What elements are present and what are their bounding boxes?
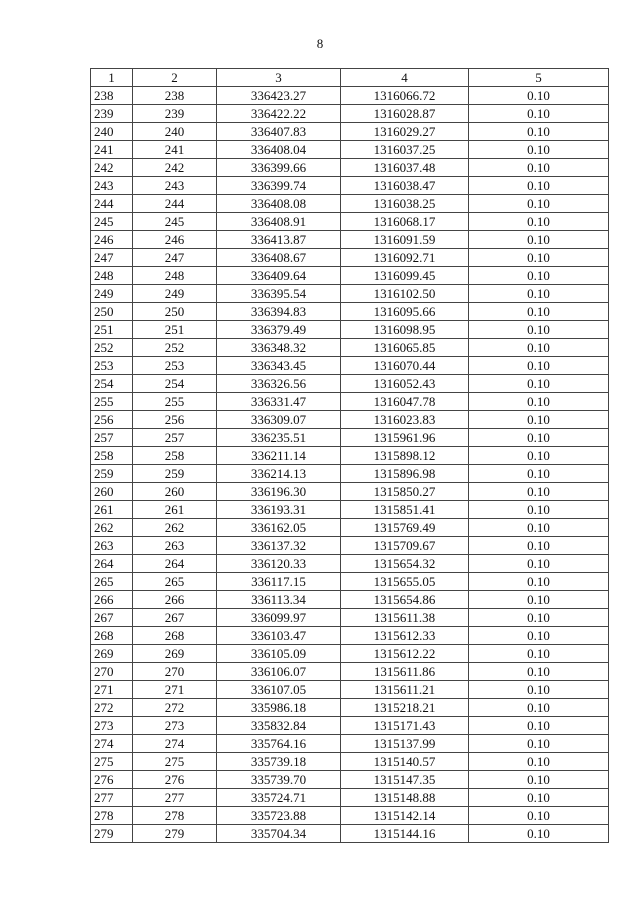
table-cell: 263 [133,537,217,555]
table-cell: 242 [133,159,217,177]
table-cell: 267 [91,609,133,627]
table-cell: 248 [133,267,217,285]
table-cell: 257 [133,429,217,447]
column-header: 2 [133,69,217,87]
table-cell: 0.10 [469,321,609,339]
table-cell: 271 [133,681,217,699]
table-cell: 0.10 [469,591,609,609]
table-cell: 0.10 [469,627,609,645]
table-cell: 0.10 [469,663,609,681]
table-cell: 0.10 [469,249,609,267]
table-cell: 336107.05 [217,681,341,699]
table-cell: 1315140.57 [341,753,469,771]
table-cell: 243 [133,177,217,195]
table-cell: 1315612.33 [341,627,469,645]
table-row [91,141,609,159]
table-cell: 1315144.16 [341,825,469,843]
table-cell: 278 [133,807,217,825]
table-cell: 1316037.25 [341,141,469,159]
table-cell: 276 [133,771,217,789]
table-cell: 269 [133,645,217,663]
table-cell: 276 [91,771,133,789]
table-cell: 336407.83 [217,123,341,141]
table-cell: 1316023.83 [341,411,469,429]
table-cell: 0.10 [469,537,609,555]
table-cell: 0.10 [469,231,609,249]
table-cell: 0.10 [469,681,609,699]
table-row [91,249,609,267]
table-cell: 267 [133,609,217,627]
table-cell: 274 [91,735,133,753]
table-cell: 1315654.32 [341,555,469,573]
table-cell: 1315851.41 [341,501,469,519]
table-cell: 1315218.21 [341,699,469,717]
table-cell: 275 [91,753,133,771]
table-cell: 262 [91,519,133,537]
table-cell: 335723.88 [217,807,341,825]
table-row [91,627,609,645]
table-cell: 336193.31 [217,501,341,519]
table-cell: 0.10 [469,375,609,393]
table-cell: 0.10 [469,411,609,429]
table-cell: 336399.74 [217,177,341,195]
table-cell: 244 [91,195,133,213]
table-row [91,825,609,843]
table-cell: 1315142.14 [341,807,469,825]
table-cell: 259 [133,465,217,483]
table-row [91,285,609,303]
table-cell: 335832.84 [217,717,341,735]
table-cell: 256 [133,411,217,429]
table-cell: 249 [133,285,217,303]
table-cell: 251 [91,321,133,339]
table-cell: 0.10 [469,357,609,375]
table-cell: 246 [91,231,133,249]
table-cell: 0.10 [469,771,609,789]
table-row [91,555,609,573]
table-cell: 268 [133,627,217,645]
table-cell: 1315611.38 [341,609,469,627]
table-cell: 0.10 [469,393,609,411]
table-row [91,465,609,483]
table-cell: 0.10 [469,807,609,825]
table-row [91,681,609,699]
table-cell: 245 [91,213,133,231]
table-cell: 0.10 [469,753,609,771]
table-cell: 264 [91,555,133,573]
table-cell: 253 [133,357,217,375]
table-cell: 238 [133,87,217,105]
table-row [91,519,609,537]
table-cell: 1315654.86 [341,591,469,609]
table-cell: 0.10 [469,123,609,141]
table-cell: 1316068.17 [341,213,469,231]
table-cell: 0.10 [469,447,609,465]
table-cell: 0.10 [469,645,609,663]
table-cell: 1315898.12 [341,447,469,465]
table-cell: 269 [91,645,133,663]
table-row [91,105,609,123]
table-cell: 243 [91,177,133,195]
table-cell: 247 [91,249,133,267]
table-cell: 336105.09 [217,645,341,663]
table-row [91,375,609,393]
table-cell: 268 [91,627,133,645]
table-cell: 254 [91,375,133,393]
table-row [91,429,609,447]
table-row [91,807,609,825]
table-cell: 336137.32 [217,537,341,555]
table-cell: 1315611.86 [341,663,469,681]
table-cell: 1316091.59 [341,231,469,249]
table-cell: 335739.18 [217,753,341,771]
table-cell: 1315612.22 [341,645,469,663]
coordinates-table [90,68,609,843]
table-cell: 242 [91,159,133,177]
table-cell: 0.10 [469,465,609,483]
table-cell: 336379.49 [217,321,341,339]
table-cell: 252 [91,339,133,357]
table-header [91,69,609,87]
table-row [91,195,609,213]
table-cell: 336309.07 [217,411,341,429]
table-cell: 1315147.35 [341,771,469,789]
table-cell: 1315137.99 [341,735,469,753]
table-row [91,339,609,357]
table-cell: 336348.32 [217,339,341,357]
table-cell: 335764.16 [217,735,341,753]
table-cell: 271 [91,681,133,699]
table-row [91,159,609,177]
table-cell: 252 [133,339,217,357]
table-cell: 1316028.87 [341,105,469,123]
table-cell: 0.10 [469,735,609,753]
table-cell: 241 [133,141,217,159]
table-cell: 260 [91,483,133,501]
table-cell: 253 [91,357,133,375]
table-row [91,573,609,591]
table-cell: 256 [91,411,133,429]
table-cell: 336103.47 [217,627,341,645]
table-cell: 0.10 [469,573,609,591]
table-cell: 238 [91,87,133,105]
table-cell: 336117.15 [217,573,341,591]
table-cell: 248 [91,267,133,285]
table-row [91,303,609,321]
table-cell: 0.10 [469,303,609,321]
table-body [91,87,609,843]
table-cell: 273 [91,717,133,735]
table-row [91,231,609,249]
table-cell: 1315709.67 [341,537,469,555]
table-cell: 263 [91,537,133,555]
table-cell: 279 [133,825,217,843]
table-cell: 336413.87 [217,231,341,249]
table-row [91,717,609,735]
table-cell: 0.10 [469,699,609,717]
table-cell: 336409.64 [217,267,341,285]
table-cell: 336408.91 [217,213,341,231]
table-row [91,483,609,501]
column-header: 3 [217,69,341,87]
table-cell: 336235.51 [217,429,341,447]
table-cell: 1316038.25 [341,195,469,213]
table-cell: 1315896.98 [341,465,469,483]
table-cell: 239 [133,105,217,123]
table-cell: 0.10 [469,555,609,573]
table-row [91,411,609,429]
table-cell: 275 [133,753,217,771]
table-cell: 336326.56 [217,375,341,393]
table-cell: 1316047.78 [341,393,469,411]
table-row [91,789,609,807]
table-cell: 1315850.27 [341,483,469,501]
table-cell: 1315655.05 [341,573,469,591]
table-cell: 1316052.43 [341,375,469,393]
table-cell: 255 [91,393,133,411]
table-cell: 265 [133,573,217,591]
table-cell: 336408.08 [217,195,341,213]
table-cell: 335724.71 [217,789,341,807]
table-cell: 0.10 [469,87,609,105]
table-cell: 259 [91,465,133,483]
table-cell: 241 [91,141,133,159]
table-cell: 0.10 [469,285,609,303]
table-cell: 250 [91,303,133,321]
table-cell: 335739.70 [217,771,341,789]
table-cell: 264 [133,555,217,573]
table-cell: 336399.66 [217,159,341,177]
table-cell: 336196.30 [217,483,341,501]
table-cell: 254 [133,375,217,393]
table-cell: 247 [133,249,217,267]
table-cell: 336422.22 [217,105,341,123]
table-cell: 1315148.88 [341,789,469,807]
table-cell: 0.10 [469,213,609,231]
table-cell: 336099.97 [217,609,341,627]
table-row [91,267,609,285]
table-cell: 240 [91,123,133,141]
table-cell: 0.10 [469,195,609,213]
table-cell: 0.10 [469,429,609,447]
table-cell: 336162.05 [217,519,341,537]
table-cell: 244 [133,195,217,213]
table-cell: 0.10 [469,717,609,735]
table-cell: 1315611.21 [341,681,469,699]
table-cell: 336408.67 [217,249,341,267]
table-row [91,213,609,231]
table-row [91,735,609,753]
table-cell: 1316037.48 [341,159,469,177]
table-cell: 336395.54 [217,285,341,303]
column-header: 4 [341,69,469,87]
table-row [91,177,609,195]
table-cell: 0.10 [469,177,609,195]
table-cell: 0.10 [469,519,609,537]
table-cell: 1316038.47 [341,177,469,195]
table-cell: 272 [91,699,133,717]
table-row [91,591,609,609]
table-row [91,123,609,141]
header-row [91,69,609,87]
table-cell: 278 [91,807,133,825]
table-cell: 245 [133,213,217,231]
table-cell: 240 [133,123,217,141]
table-cell: 255 [133,393,217,411]
table-cell: 265 [91,573,133,591]
table-cell: 250 [133,303,217,321]
table-row [91,699,609,717]
table-cell: 336211.14 [217,447,341,465]
table-row [91,663,609,681]
table-row [91,645,609,663]
page-number: 8 [316,36,324,51]
table-cell: 0.10 [469,609,609,627]
table-row [91,771,609,789]
table-cell: 1316099.45 [341,267,469,285]
table-row [91,501,609,519]
table-cell: 1316066.72 [341,87,469,105]
table-cell: 277 [133,789,217,807]
table-cell: 336331.47 [217,393,341,411]
table-cell: 274 [133,735,217,753]
table-cell: 257 [91,429,133,447]
table-cell: 0.10 [469,339,609,357]
table-cell: 0.10 [469,789,609,807]
table-cell: 258 [91,447,133,465]
table-cell: 273 [133,717,217,735]
table-cell: 1316070.44 [341,357,469,375]
table-cell: 266 [133,591,217,609]
table-cell: 336106.07 [217,663,341,681]
table-cell: 258 [133,447,217,465]
column-header: 1 [91,69,133,87]
table-cell: 336423.27 [217,87,341,105]
table-cell: 261 [133,501,217,519]
table-cell: 336408.04 [217,141,341,159]
table-cell: 270 [91,663,133,681]
table-cell: 246 [133,231,217,249]
table-cell: 336214.13 [217,465,341,483]
table-cell: 261 [91,501,133,519]
table-row [91,393,609,411]
table-cell: 335704.34 [217,825,341,843]
table-cell: 260 [133,483,217,501]
table-row [91,321,609,339]
table-cell: 1316098.95 [341,321,469,339]
table-row [91,609,609,627]
table-cell: 0.10 [469,483,609,501]
table-cell: 270 [133,663,217,681]
table-cell: 0.10 [469,105,609,123]
table-cell: 277 [91,789,133,807]
table-cell: 336113.34 [217,591,341,609]
table-row [91,87,609,105]
table-cell: 1316102.50 [341,285,469,303]
table-cell: 251 [133,321,217,339]
table-cell: 1316092.71 [341,249,469,267]
table-cell: 1315961.96 [341,429,469,447]
table-cell: 0.10 [469,825,609,843]
table-cell: 266 [91,591,133,609]
table-cell: 0.10 [469,267,609,285]
table-cell: 1316065.85 [341,339,469,357]
table-cell: 336343.45 [217,357,341,375]
table-cell: 336394.83 [217,303,341,321]
table-cell: 0.10 [469,501,609,519]
table-row [91,357,609,375]
table-cell: 279 [91,825,133,843]
table-row [91,447,609,465]
table-cell: 336120.33 [217,555,341,573]
table-cell: 1316029.27 [341,123,469,141]
table-row [91,753,609,771]
table-cell: 1316095.66 [341,303,469,321]
column-header: 5 [469,69,609,87]
table-cell: 239 [91,105,133,123]
table-cell: 272 [133,699,217,717]
table-cell: 0.10 [469,141,609,159]
table-cell: 249 [91,285,133,303]
table-cell: 335986.18 [217,699,341,717]
table-cell: 1315769.49 [341,519,469,537]
table-cell: 0.10 [469,159,609,177]
table-row [91,537,609,555]
table-cell: 262 [133,519,217,537]
table-cell: 1315171.43 [341,717,469,735]
